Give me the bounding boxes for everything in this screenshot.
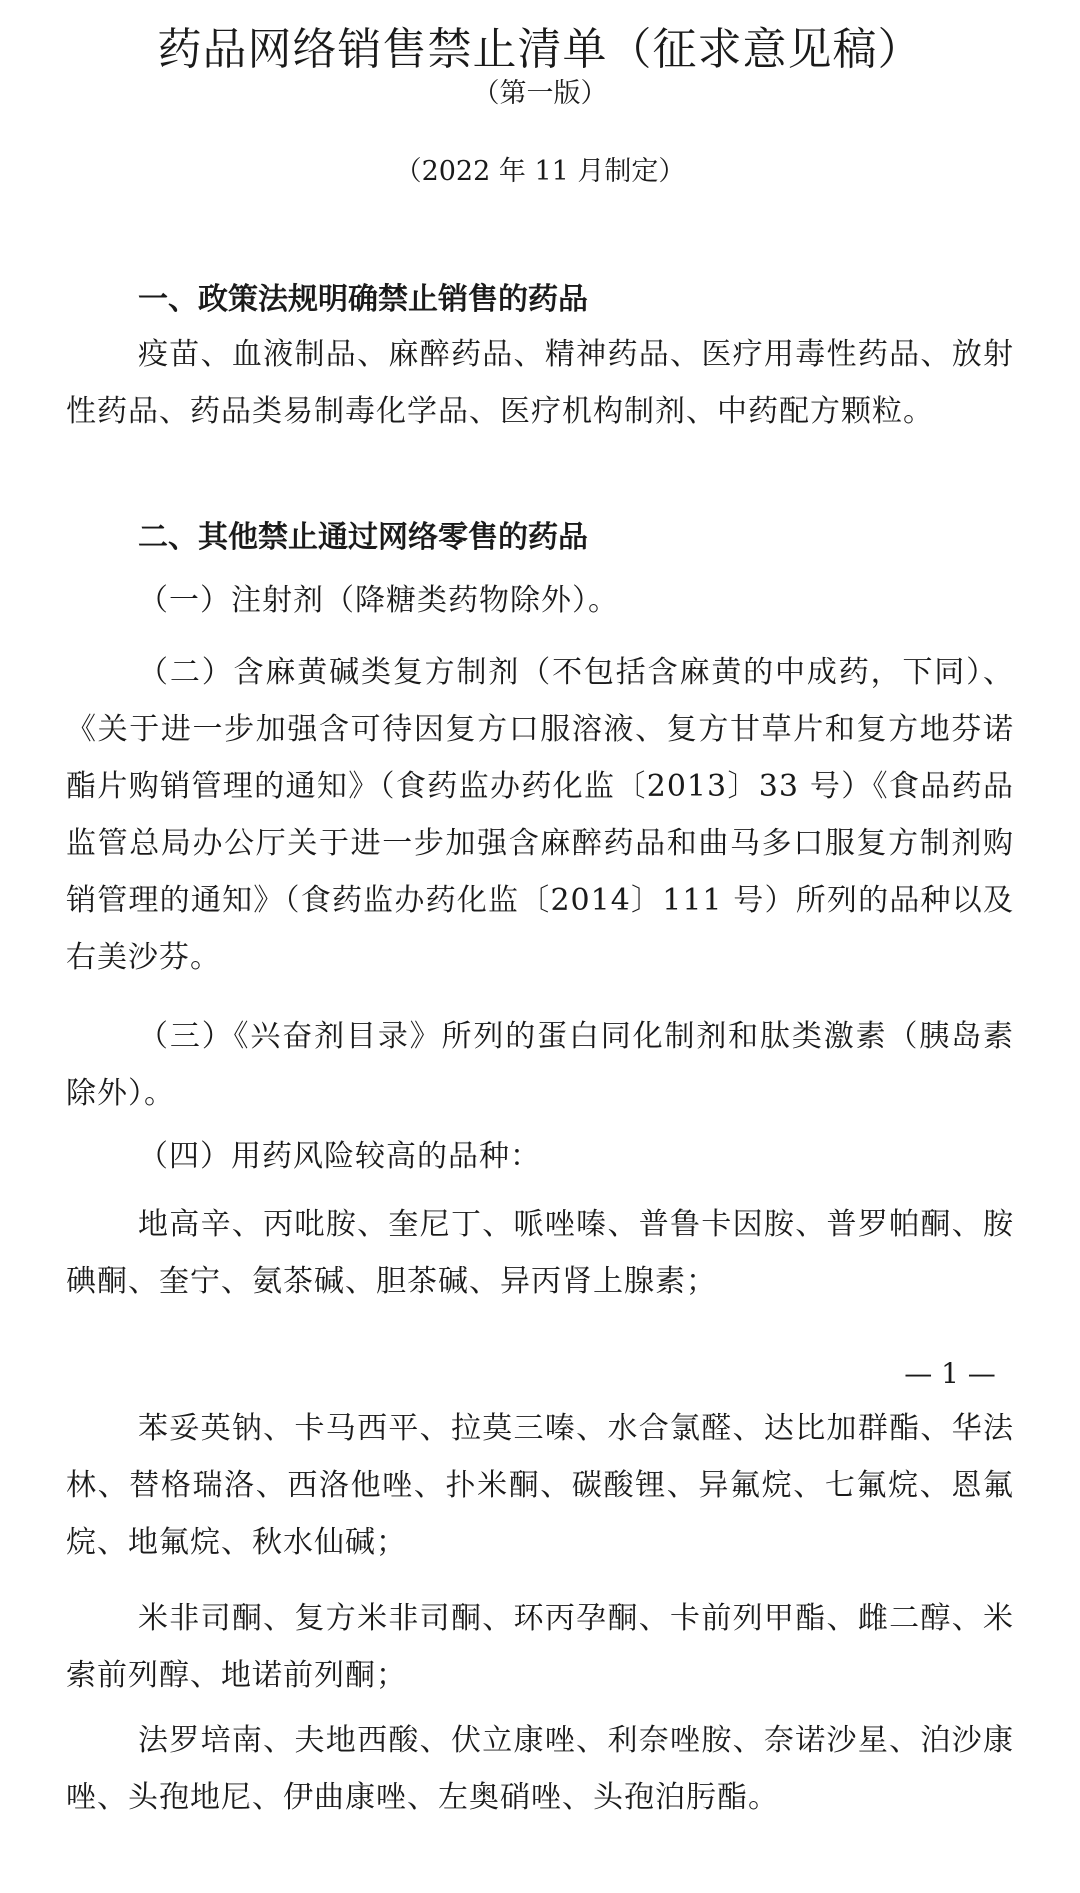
item-3-doping-list: （三）《兴奋剂目录》所列的蛋白同化制剂和肽类激素（胰岛素除外）。 (66, 1019, 1014, 1111)
section-1-body: 疫苗、血液制品、麻醉药品、精神药品、医疗用毒性药品、放射性药品、药品类易制毒化学品、医疗机构制剂、中药配方颗粒。 (66, 337, 1014, 429)
high-risk-list-a: 地高辛、丙吡胺、奎尼丁、哌唑嗪、普鲁卡因胺、普罗帕酮、胺碘酮、奎宁、氨茶碱、胆茶碱、异丙肾上腺素； (66, 1207, 1014, 1299)
high-risk-list-d: 法罗培南、夫地西酸、伏立康唑、利奈唑胺、奈诺沙星、泊沙康唑、头孢地尼、伊曲康唑、左奥硝唑、头孢泊肟酯。 (66, 1723, 1014, 1815)
item-4-high-risk: （四）用药风险较高的品种： (138, 1139, 541, 1174)
item-1-injections: （一）注射剂（降糖类药物除外）。 (138, 583, 619, 618)
item-2-compound-preparations: （二）含麻黄碱类复方制剂（不包括含麻黄的中成药，下同）、《关于进一步加强含可待因复方口服溶液、复方甘草片和复方地芬诺酯片购销管理的通知》（食药监办药化监〔2013〕33 号）《食品药品监管总局办公厅关于进一步加强含麻醉药品和曲马多口服复方制剂购销管理的通知》（食药监办药化监〔2014〕111 号）所列的品种以及右美沙芬。 (66, 655, 1014, 975)
document-title: 药品网络销售禁止清单（征求意见稿） (157, 24, 923, 75)
high-risk-list-b: 苯妥英钠、卡马西平、拉莫三嗪、水合氯醛、达比加群酯、华法林、替格瑞洛、西洛他唑、扑米酮、碳酸锂、异氟烷、七氟烷、恩氟烷、地氟烷、秋水仙碱； (66, 1411, 1014, 1560)
date-line: （2022 年 11 月制定） (394, 156, 686, 187)
page-number: — 1 — (904, 1357, 996, 1390)
section-2-heading: 二、其他禁止通过网络零售的药品 (138, 520, 588, 555)
section-1-heading: 一、政策法规明确禁止销售的药品 (138, 282, 588, 317)
high-risk-list-c: 米非司酮、复方米非司酮、环丙孕酮、卡前列甲酯、雌二醇、米索前列醇、地诺前列酮； (66, 1601, 1014, 1693)
edition-label: （第一版） (472, 78, 608, 109)
